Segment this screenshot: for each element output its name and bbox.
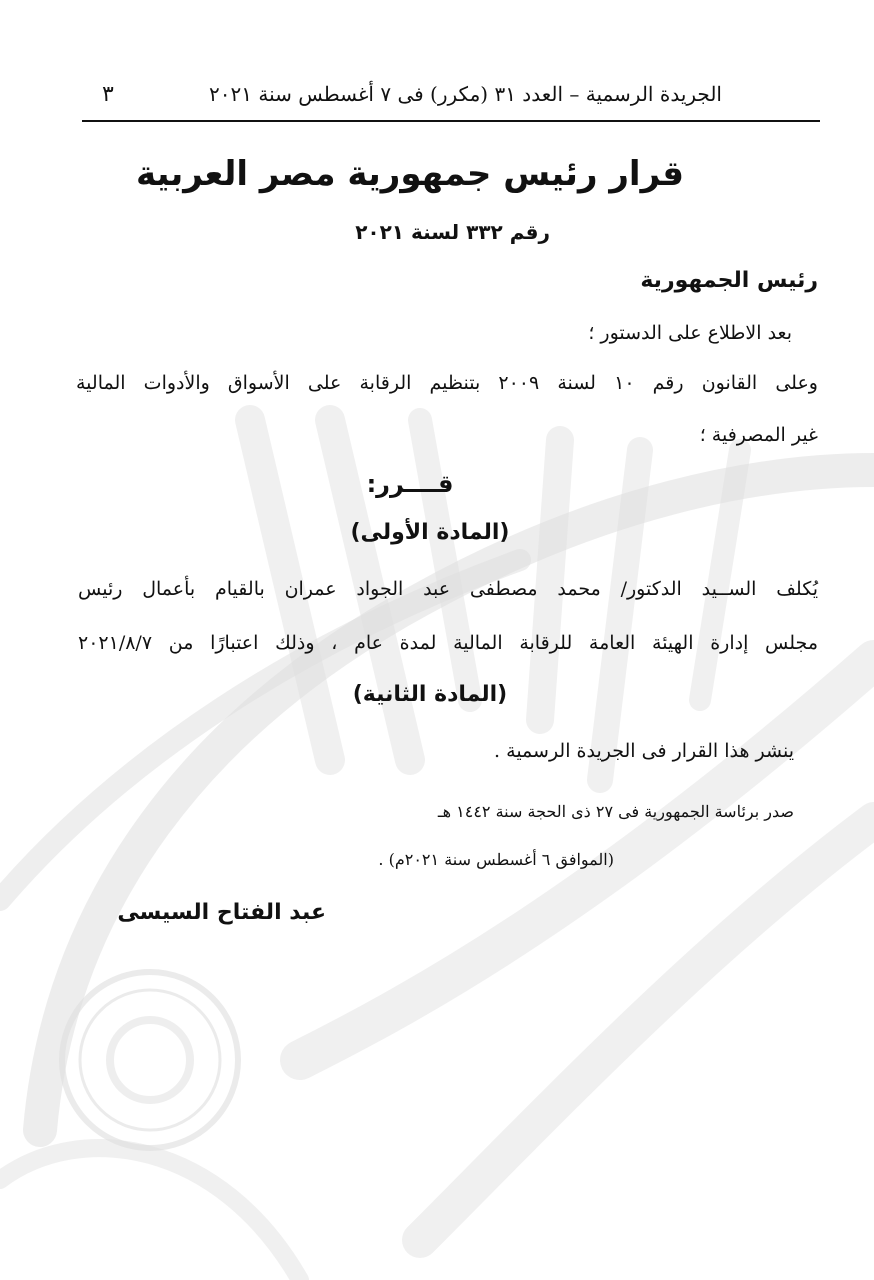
article-2-line-1: ينشر هذا القرار فى الجريدة الرسمية . bbox=[494, 740, 794, 762]
issuance-date-gregorian: (الموافق ٦ أغسطس سنة ٢٠٢١م) . bbox=[378, 850, 614, 869]
article-1-line-2: مجلس إدارة الهيئة العامة للرقابة المالية لمدة عام ، وذلك اعتبارًا من ٢٠٢١/٨/٧ bbox=[78, 632, 818, 654]
gazette-issue-line: الجريدة الرسمية – العدد ٣١ (مكرر) فى ٧ أغسطس سنة ٢٠٢١ bbox=[209, 82, 722, 106]
preamble-law-continued: غير المصرفية ؛ bbox=[699, 424, 818, 446]
signature: عبد الفتاح السيسى bbox=[117, 900, 326, 925]
preamble-constitution: بعد الاطلاع على الدستور ؛ bbox=[588, 322, 792, 344]
decree-title: قرار رئيس جمهورية مصر العربية bbox=[135, 154, 685, 194]
article-1-line-1: يُكلف الســيد الدكتور/ محمد مصطفى عبد الجواد عمران بالقيام بأعمال رئيس bbox=[78, 578, 818, 600]
page-header bbox=[90, 82, 722, 112]
header-divider bbox=[82, 120, 820, 122]
issuer-heading: رئيس الجمهورية bbox=[640, 268, 818, 293]
preamble-law: وعلى القانون رقم ١٠ لسنة ٢٠٠٩ بتنظيم الرقابة على الأسواق والأدوات المالية bbox=[76, 372, 818, 394]
decree-number: رقم ٣٣٢ لسنة ٢٠٢١ bbox=[355, 220, 550, 244]
decided-label: قــــرر: bbox=[366, 470, 454, 498]
issuance-date-hijri: صدر برئاسة الجمهورية فى ٢٧ ذى الحجة سنة ١٤٤٢ هـ bbox=[437, 802, 794, 821]
page-number: ٣ bbox=[102, 82, 114, 107]
article-1-heading: (المادة الأولى) bbox=[350, 520, 510, 545]
article-2-heading: (المادة الثانية) bbox=[352, 682, 508, 707]
